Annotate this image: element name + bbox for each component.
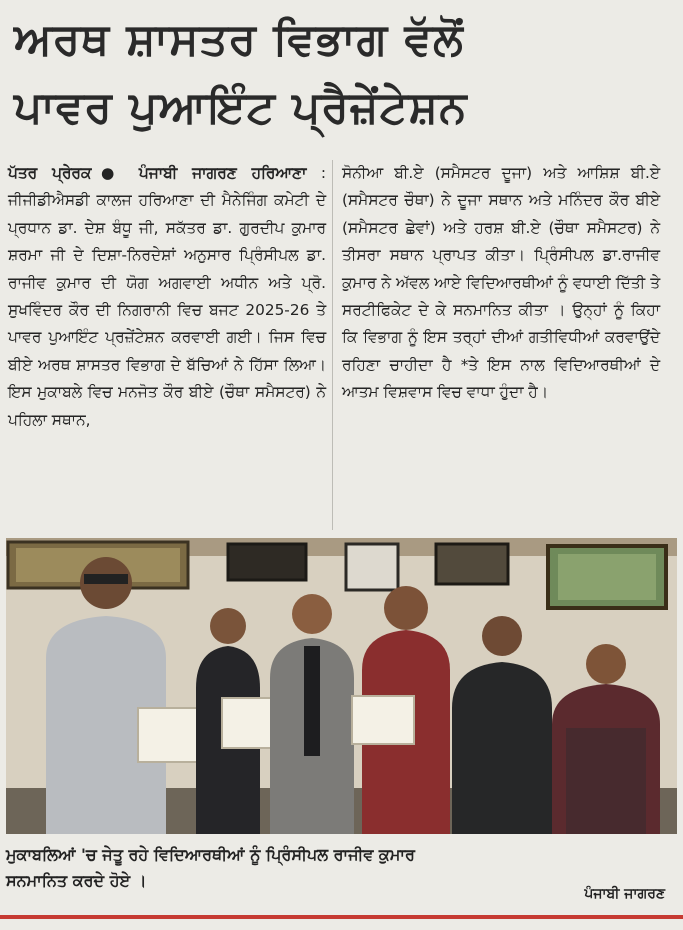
- column-divider: [332, 160, 333, 530]
- article-body-part-2: ਸੋਨੀਆ ਬੀ.ਏ (ਸਮੈਸਟਰ ਦੂਜਾ) ਅਤੇ ਆਸ਼ਿਸ਼ ਬੀ.ਏ (ਸਮੈਸਟਰ ਚੌਥਾ) ਨੇ ਦੂਜਾ ਸਥਾਨ ਅਤੇ ਮਨਿੰਦਰ ਕੌਰ ਬੀਏ (ਸਮੈਸਟਰ ਛੇਵਾਂ) ਅਤੇ ਹਰਸ਼ ਬੀ.ਏ (ਚੌਥਾ ਸਮੈਸਟਰ) ਨੇ ਤੀਸਰਾ ਸਥਾਨ ਪ੍ਰਾਪਤ ਕੀਤਾ। ਪ੍ਰਿੰਸੀਪਲ ਡਾ.ਰਾਜੀਵ ਕੁਮਾਰ ਨੇ ਅੱਵਲ ਆਏ ਵਿਦਿਆਰਥੀਆਂ ਨੂੰ ਵਧਾਈ ਦਿੱਤੀ ਤੇ ਸਰਟੀਫਿਕੇਟ ਦੇ ਕੇ ਸਨਮਾਨਿਤ ਕੀਤਾ । ਉਨ੍ਹਾਂ ਨੂੰ ਕਿਹਾ ਕਿ ਵਿਭਾਗ ਨੂੰ ਇਸ ਤਰ੍ਹਾਂ ਦੀਆਂ ਗਤੀਵਿਧੀਆਂ ਕਰਵਾਉਂਦੇ ਰਹਿਣਾ ਚਾਹੀਦਾ ਹੈ *ਤੇ ਇਸ ਨਾਲ ਵਿਦਿਆਰਥੀਆਂ ਦੇ ਆਤਮ ਵਿਸ਼ਵਾਸ ਵਿਚ ਵਾਧਾ ਹੁੰਦਾ ਹੈ।: [342, 164, 660, 402]
- photo-caption: [6, 842, 606, 894]
- headline: [14, 6, 669, 142]
- article-column-right: [342, 160, 660, 407]
- headline-line-2: ਪਾਵਰ ਪੁਆਇੰਟ ਪ੍ਰੈਜ਼ੇਂਟੇਸ਼ਨ: [14, 82, 468, 133]
- headline-line-1: ਅਰਥ ਸ਼ਾਸਤਰ ਵਿਭਾਗ ਵੱਲੋਂ: [14, 14, 464, 65]
- caption-line-1: ਮੁਕਾਬਲਿਆਂ 'ਚ ਜੇਤੂ ਰਹੇ ਵਿਦਿਆਰਥੀਆਂ ਨੂੰ ਪ੍ਰਿੰਸੀਪਲ ਰਾਜੀਵ ਕੁਮਾਰ: [6, 845, 415, 864]
- caption-line-2: ਸਨਮਾਨਿਤ ਕਰਦੇ ਹੋਏ ।: [6, 871, 147, 890]
- photo-credit: ਪੰਜਾਬੀ ਜਾਗਰਣ: [584, 886, 665, 902]
- byline: ਪੱਤਰ ਪ੍ਰੇਰਕ● ਪੰਜਾਬੀ ਜਾਗਰਣ ਹਰਿਆਣਾ: [8, 164, 307, 182]
- article-body-part-1: : ਜੀਜੀਡੀਐਸਡੀ ਕਾਲਜ ਹਰਿਆਣਾ ਦੀ ਮੈਨੇਜਿੰਗ ਕਮੇਟੀ ਦੇ ਪ੍ਰਧਾਨ ਡਾ. ਦੇਸ਼ ਬੰਧੂ ਜੀ, ਸਕੱਤਰ ਡਾ. ਗੁਰਦੀਪ ਕੁਮਾਰ ਸ਼ਰਮਾ ਜੀ ਦੇ ਦਿਸ਼ਾ-ਨਿਰਦੇਸ਼ਾਂ ਅਨੁਸਾਰ ਪ੍ਰਿੰਸੀਪਲ ਡਾ. ਰਾਜੀਵ ਕੁਮਾਰ ਦੀ ਯੋਗ ਅਗਵਾਈ ਅਧੀਨ ਅਤੇ ਪ੍ਰੋ. ਸੁਖਵਿੰਦਰ ਕੌਰ ਦੀ ਨਿਗਰਾਨੀ ਵਿਚ ਬਜਟ 2025-26 ਤੇ ਪਾਵਰ ਪੁਆਇੰਟ ਪ੍ਰਜ਼ੇਂਟੇਸ਼ਨ ਕਰਵਾਈ ਗਈ। ਜਿਸ ਵਿਚ ਬੀਏ ਅਰਥ ਸ਼ਾਸਤਰ ਵਿਭਾਗ ਦੇ ਬੱਚਿਆਂ ਨੇ ਹਿੱਸਾ ਲਿਆ। ਇਸ ਮੁਕਾਬਲੇ ਵਿਚ ਮਨਜੋਤ ਕੌਰ ਬੀਏ (ਚੌਥਾ ਸਮੈਸਟਰ) ਨੇ ਪਹਿਲਾ ਸਥਾਨ,: [8, 164, 326, 429]
- news-photo: [6, 538, 677, 834]
- article-column-left: [8, 160, 326, 434]
- group-photo-illustration: [6, 538, 677, 834]
- bottom-red-rule: [0, 915, 683, 919]
